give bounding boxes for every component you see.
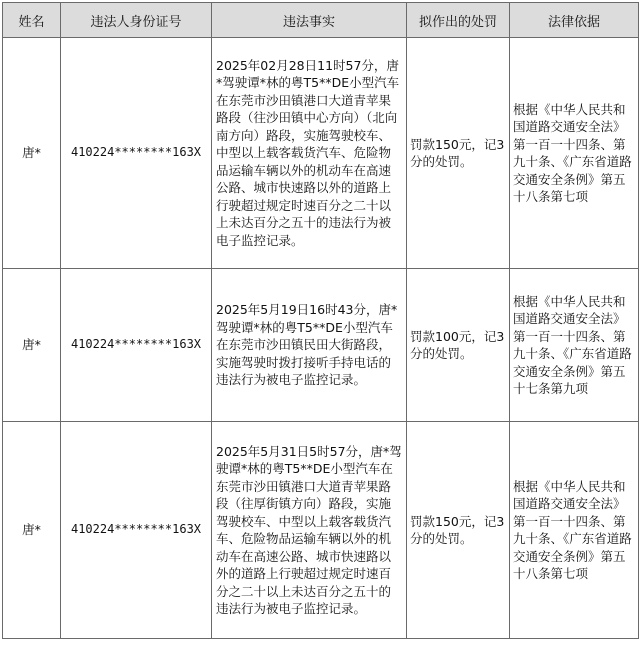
- cell-fact: 2025年5月19日16时43分，唐*驾驶谭*林的粤T5**DE小型汽车在东莞市沙田镇民田大街路段，实施驾驶时拨打接听手持电话的违法行为被电子监控记录。: [212, 269, 407, 422]
- cell-fact: 2025年02月28日11时57分，唐*驾驶谭*林的粤T5**DE小型汽车在东莞市沙田镇港口大道青苹果路段（往沙田镇中心方向）（北向南方向）路段，实施驾驶校车、中型以上载客载货汽车、危险物品运输车辆以外的机动车在高速公路、城市快速路以外的道路上行驶超过规定时速百分之二十以上未达百分之五十的违法行为被电子监控记录。: [212, 38, 407, 269]
- cell-fact: 2025年5月31日5时57分，唐*驾驶谭*林的粤T5**DE小型汽车在东莞市沙田镇港口大道青苹果路段（往厚街镇方向）路段，实施驾驶校车、中型以上载客载货汽车、危险物品运输车辆以外的机动车在高速公路、城市快速路以外的道路上行驶超过规定时速百分之二十以上未达百分之五十的违法行为被电子监控记录。: [212, 422, 407, 639]
- header-penalty: 拟作出的处罚: [407, 3, 510, 38]
- table-row: [3, 38, 639, 269]
- header-row: [3, 3, 639, 38]
- header-id: 违法人身份证号: [61, 3, 212, 38]
- cell-penalty: 罚款150元，记3分的处罚。: [407, 422, 510, 639]
- table-row: [3, 269, 639, 422]
- cell-id: 410224********163X: [61, 269, 212, 422]
- header-fact: 违法事实: [212, 3, 407, 38]
- cell-law: 根据《中华人民共和国道路交通安全法》第一百一十四条、第九十条、《广东省道路交通安全条例》第五十八条第七项: [510, 38, 639, 269]
- violations-table: [2, 2, 639, 639]
- table-row: [3, 422, 639, 639]
- cell-penalty: 罚款150元，记3分的处罚。: [407, 38, 510, 269]
- cell-law: 根据《中华人民共和国道路交通安全法》第一百一十四条、第九十条、《广东省道路交通安全条例》第五十七条第九项: [510, 269, 639, 422]
- header-law: 法律依据: [510, 3, 639, 38]
- cell-name: 唐*: [3, 269, 61, 422]
- cell-penalty: 罚款100元，记3分的处罚。: [407, 269, 510, 422]
- cell-id: 410224********163X: [61, 422, 212, 639]
- cell-name: 唐*: [3, 422, 61, 639]
- cell-name: 唐*: [3, 38, 61, 269]
- cell-law: 根据《中华人民共和国道路交通安全法》第一百一十四条、第九十条、《广东省道路交通安全条例》第五十八条第七项: [510, 422, 639, 639]
- cell-id: 410224********163X: [61, 38, 212, 269]
- header-name: 姓名: [3, 3, 61, 38]
